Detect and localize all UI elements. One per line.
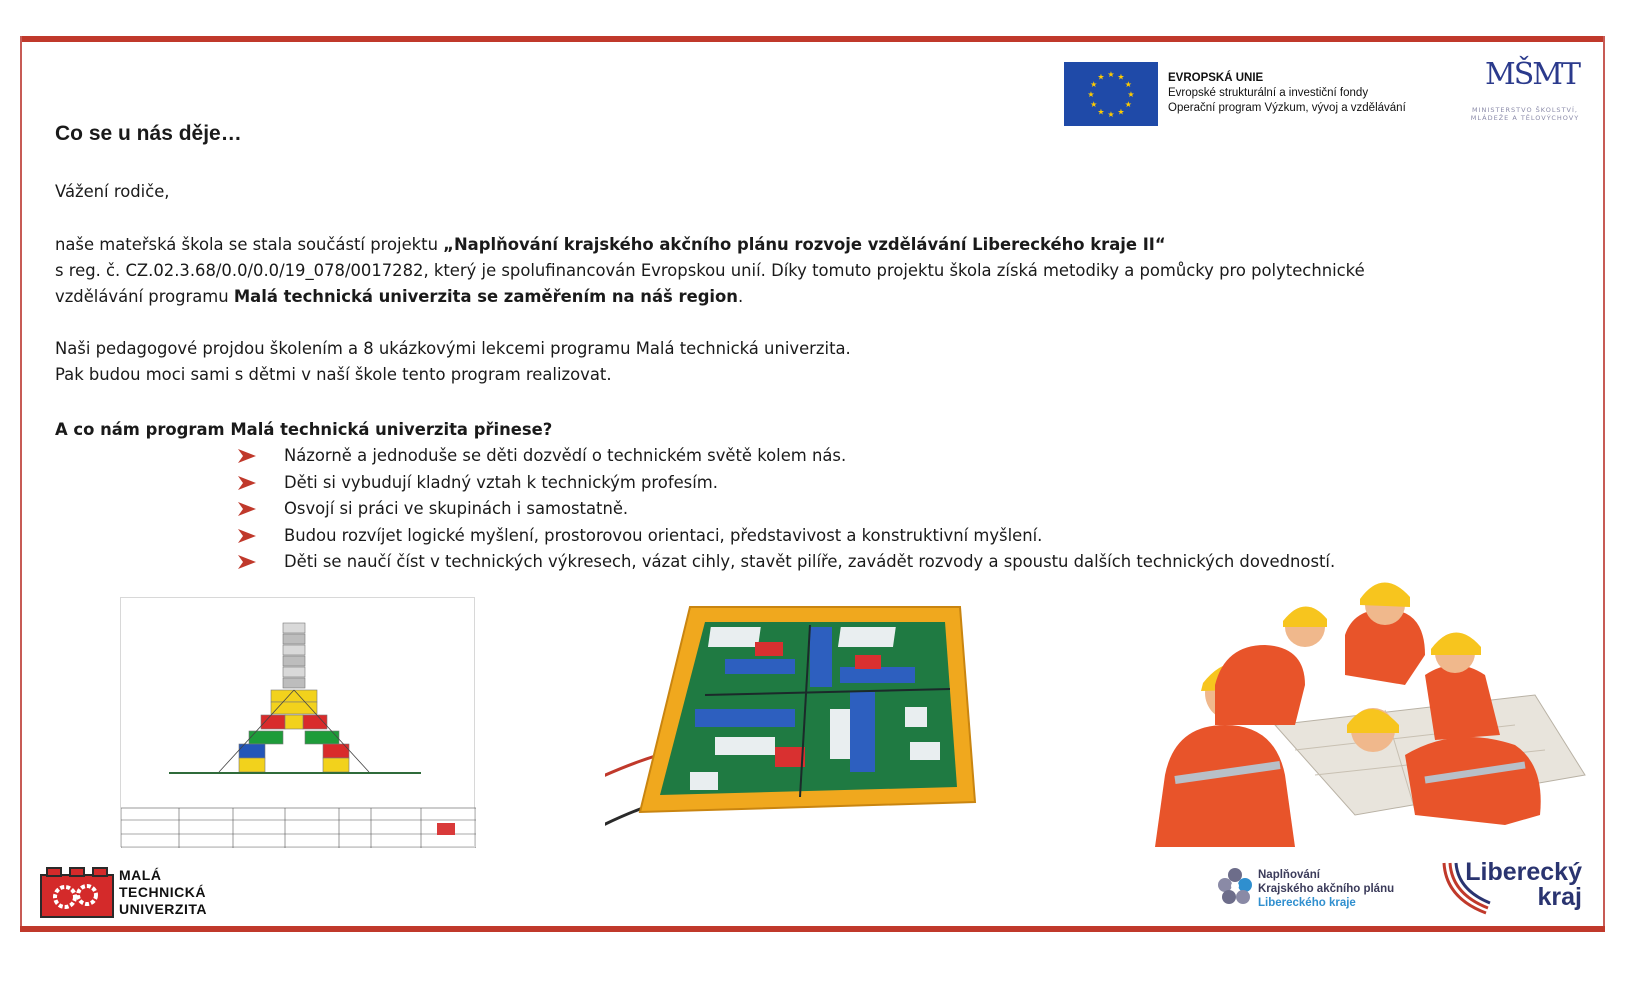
paragraph1-line3: [55, 287, 743, 306]
list-item: [238, 526, 1335, 553]
lk-line-2: kraj: [1537, 883, 1582, 911]
mtu-logo-text: [119, 867, 207, 918]
eu-line-2: Evropské strukturální a investiční fondy: [1168, 87, 1369, 99]
nap-line-3: Libereckého kraje: [1258, 897, 1356, 909]
list-item-text: Osvojí si práci ve skupinách i samostatně.: [284, 499, 629, 519]
arrow-bullet-icon: [238, 449, 256, 463]
eu-star-icon: ★: [1107, 110, 1115, 119]
frame-left-border: [20, 36, 22, 932]
brick-gears-icon: [37, 867, 117, 919]
eu-flag-icon: [1064, 62, 1158, 126]
mtu-line-1: MALÁ: [119, 867, 162, 883]
arrow-bullet-icon: [238, 476, 256, 490]
list-item-text: Děti si vybudují kladný vztah k technickým profesím.: [284, 472, 718, 492]
mtu-line-2: TECHNICKÁ: [119, 884, 206, 900]
msmt-logo: [1460, 58, 1590, 128]
paragraph2-line2: Pak budou moci sami s dětmi v naší škole tento program realizovat.: [55, 365, 612, 384]
list-item-text: Budou rozvíjet logické myšlení, prostorovou orientaci, představivost a konstruktivní myšlení.: [284, 525, 1043, 545]
question-heading: A co nám program Malá technická univerzita přinese?: [55, 420, 553, 439]
liberecky-kraj-text: [1464, 860, 1582, 910]
liberecky-kraj-logo: [1436, 858, 1596, 918]
arrow-bullet-icon: [238, 502, 256, 516]
eu-star-icon: ★: [1097, 72, 1105, 82]
eu-star-icon: ★: [1117, 72, 1125, 82]
paragraph1-line1-plain: naše mateřská škola se stala součástí projektu: [55, 235, 444, 254]
list-item: [238, 446, 1335, 473]
mtu-line-3: UNIVERZITA: [119, 901, 207, 917]
nap-line-1: Naplňování: [1258, 869, 1320, 881]
list-item: [238, 499, 1335, 526]
eu-star-icon: ★: [1107, 70, 1115, 79]
project-name: „Naplňování krajského akčního plánu rozvoje vzdělávání Libereckého kraje II“: [443, 235, 1166, 254]
technical-drawing-image: [120, 597, 475, 847]
arrow-bullet-icon: [238, 555, 256, 569]
eu-star-icon: ★: [1124, 100, 1132, 109]
paragraph1-line1: [55, 235, 1166, 254]
eu-star-icon: ★: [1127, 90, 1135, 99]
benefits-list: [238, 446, 1335, 579]
nap-logo: [1215, 865, 1435, 915]
list-item-text: Názorně a jednoduše se děti dozvědí o technickém světě kolem nás.: [284, 446, 847, 465]
eu-text-block: [1168, 71, 1406, 116]
msmt-mark: MŠMT: [1485, 57, 1579, 92]
eu-star-icon: ★: [1087, 90, 1095, 99]
eu-star-icon: ★: [1097, 107, 1105, 117]
flower-icon: [1215, 865, 1255, 907]
eu-line-1: EVROPSKÁ UNIE: [1168, 72, 1264, 84]
frame-right-border: [1603, 36, 1605, 932]
frame-top-border: [20, 36, 1605, 42]
paragraph1-line2: s reg. č. CZ.02.3.68/0.0/0.0/19_078/0017282, který je spolufinancován Evropskou unií. Díky tomuto projektu škola získá metodiky a pomůcky pro polytechnické: [55, 261, 1365, 280]
eu-star-icon: ★: [1117, 107, 1125, 117]
program-name: Malá technická univerzita se zaměřením na náš region: [233, 287, 738, 306]
paragraph1-line3-plain: vzdělávání programu: [55, 287, 234, 306]
lego-board-image: [605, 597, 1005, 847]
list-item: [238, 473, 1335, 500]
arrow-bullet-icon: [238, 529, 256, 543]
mtu-logo: [37, 867, 227, 922]
msmt-subtitle: MINISTERSTVO ŠKOLSTVÍ, MLÁDEŽE A TĚLOVÝCHOVY: [1470, 106, 1580, 122]
eu-star-icon: ★: [1090, 100, 1098, 109]
page-title: Co se u nás děje…: [55, 122, 242, 145]
nap-logo-text: [1258, 868, 1394, 910]
frame-bottom-border: [20, 926, 1605, 932]
children-with-helmets-image: [1155, 575, 1595, 847]
nap-line-2: Krajského akčního plánu: [1258, 883, 1395, 895]
greeting: Vážení rodiče,: [55, 182, 170, 201]
lk-line-1: Liberecký: [1465, 858, 1582, 886]
paragraph2-line1: Naši pedagogové projdou školením a 8 ukázkovými lekcemi programu Malá technická univerzita.: [55, 339, 851, 358]
paragraph1-line3-end: .: [737, 287, 744, 306]
eu-line-3: Operační program Výzkum, vývoj a vzdělávání: [1168, 102, 1406, 114]
eu-star-icon: ★: [1124, 80, 1132, 89]
list-item-text: Děti se naučí číst v technických výkresech, vázat cihly, stavět pilíře, zavádět rozvody a spoustu dalších technických dovedností.: [284, 552, 1336, 572]
eu-star-icon: ★: [1090, 80, 1098, 89]
